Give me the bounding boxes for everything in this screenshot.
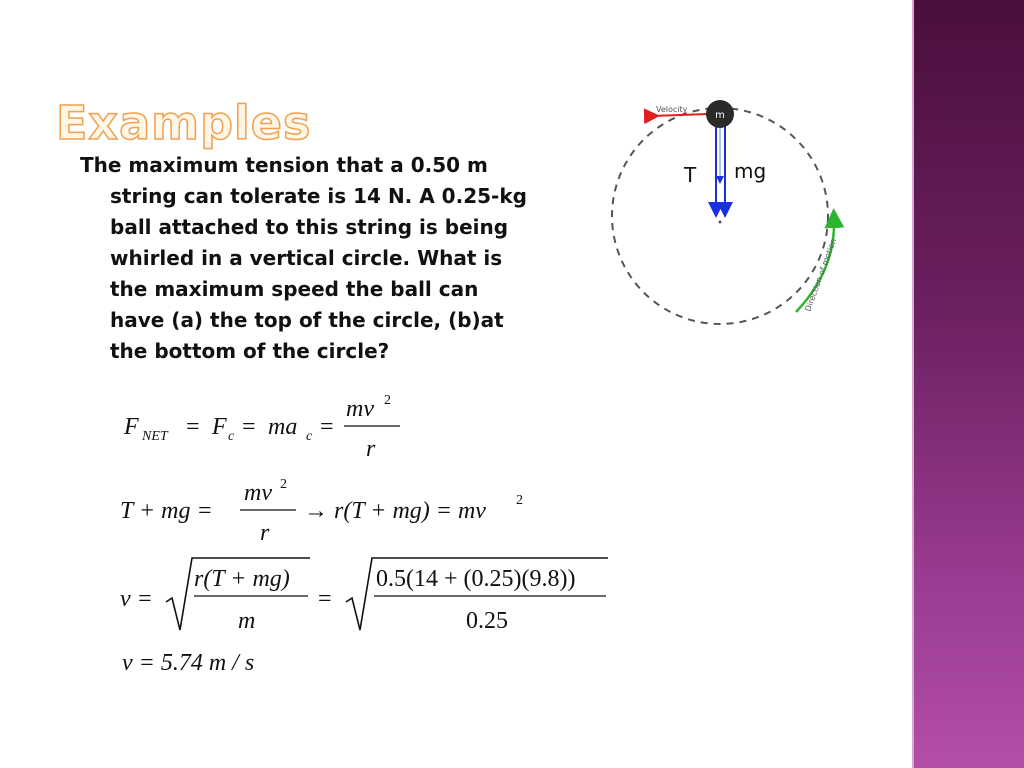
eq2-numerator-exp: 2: [280, 477, 287, 492]
eq3-numerator-1: r(T + mg): [194, 566, 290, 592]
eq1-lhs-sub: NET: [142, 429, 168, 444]
equation-top-of-circle: [110, 472, 630, 548]
eq1-ma: ma: [268, 414, 298, 440]
problem-statement: The maximum tension that a 0.50 m string can tolerate is 14 N. A 0.25-kg ball attached to this string is being whirled in a vertical circle. What is the maximum speed the ball can have (a) the top of the circle, (b)at the bottom of the circle?: [80, 153, 527, 363]
eq2-numerator: mv: [244, 480, 272, 506]
eq2-rhs-exp: 2: [516, 493, 523, 508]
eq3-equals: =: [318, 586, 332, 612]
weight-label: mg: [734, 159, 767, 183]
eq3-denominator-1: m: [238, 608, 256, 634]
eq2-lhs: T + mg =: [120, 498, 213, 524]
equation-result: [110, 640, 630, 684]
eq1-equals-1: =: [186, 414, 200, 440]
decorative-side-band: [912, 0, 1024, 768]
eq3-numerator-2: 0.5(14 + (0.25)(9.8)): [376, 566, 576, 592]
tension-label: T: [684, 163, 697, 187]
velocity-label: Velocity: [656, 105, 688, 114]
eq1-equals-2: =: [242, 414, 256, 440]
eq3-lhs: v =: [120, 586, 153, 612]
equation-speed-substitution: [110, 552, 630, 638]
eq3-denominator-2: 0.25: [466, 608, 508, 634]
eq1-denominator: r: [366, 436, 376, 462]
vertical-circle-diagram: [600, 90, 860, 340]
eq4-result: v = 5.74 m / s: [122, 650, 255, 676]
eq1-numerator-exp: 2: [384, 393, 391, 408]
eq1-ma-sub: c: [306, 429, 313, 444]
eq1-numerator: mv: [346, 396, 374, 422]
slide-title: Examples: [56, 96, 312, 150]
eq1-lhs: F: [124, 414, 139, 440]
center-point: [719, 221, 722, 224]
direction-label: Direction of motion: [803, 237, 839, 313]
eq2-arrow: →: [304, 498, 328, 524]
velocity-arrow: [652, 114, 708, 116]
eq1-equals-3: =: [320, 414, 334, 440]
eq2-rhs: r(T + mg) = mv: [334, 498, 486, 524]
eq2-denominator: r: [260, 520, 270, 546]
equation-net-force: [110, 392, 630, 466]
ball-label: m: [715, 110, 725, 121]
eq1-fc: F: [212, 414, 227, 440]
eq1-fc-sub: c: [228, 429, 235, 444]
